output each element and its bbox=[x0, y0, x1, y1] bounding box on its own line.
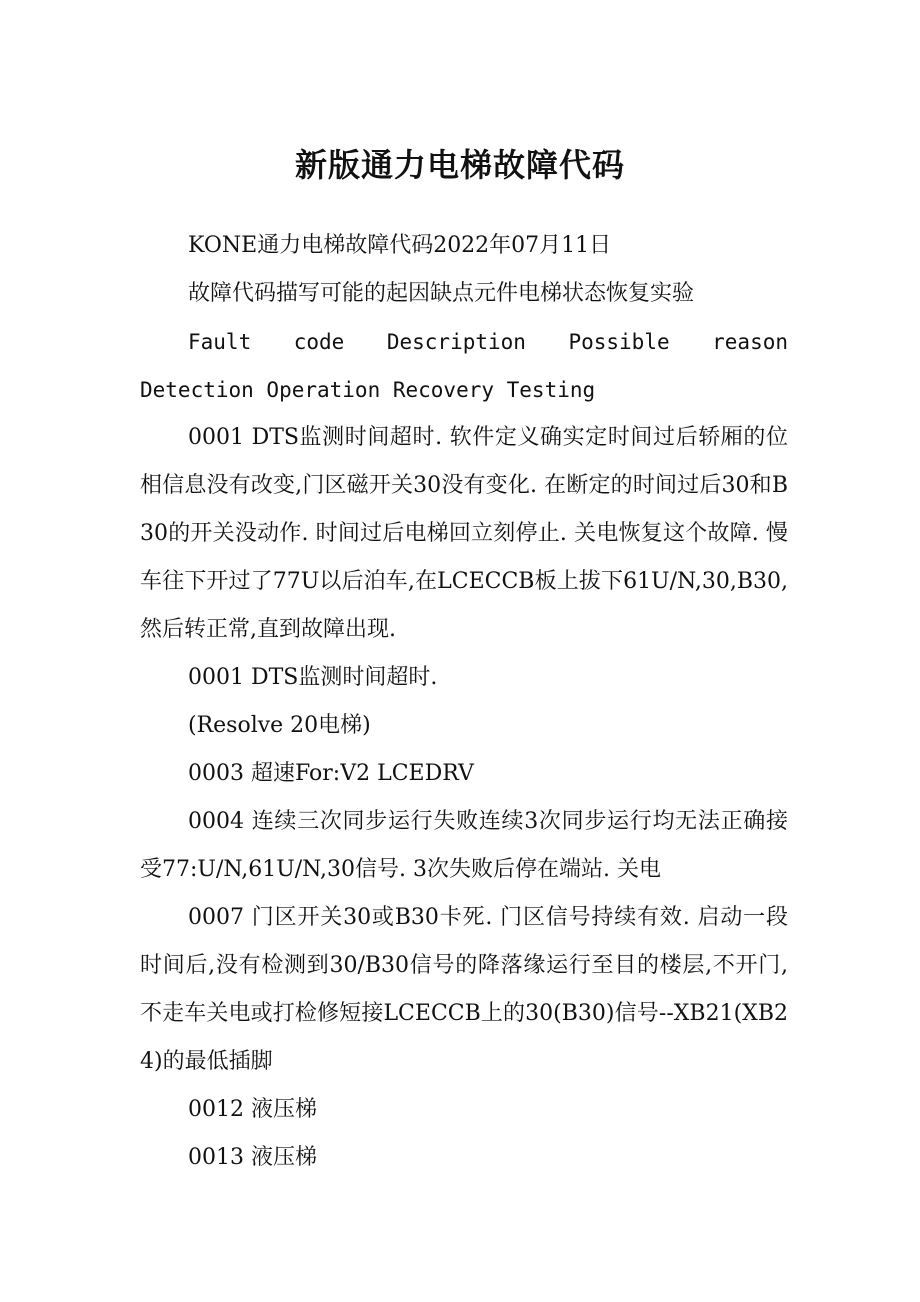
paragraph-code-0007: 0007 门区开关30或B30卡死. 门区信号持续有效. 启动一段时间后,没有检测到30/B30信号的降落缘运行至目的楼层,不开门,不走车关电或打检修短接LCECCB上的30(B30)信号--XB21(XB24)的最低插脚 bbox=[140, 905, 788, 1074]
paragraph-code-0012: 0012 液压梯 bbox=[188, 1097, 317, 1122]
paragraph-code-0001: 0001 DTS监测时间超时. bbox=[188, 665, 438, 690]
paragraph-date-line: KONE通力电梯故障代码2022年07月11日 bbox=[188, 233, 612, 258]
paragraph-resolve-note: (Resolve 20电梯) bbox=[188, 713, 371, 738]
paragraph-column-headers-en: Fault code Description Possible reason Detection Operation Recovery Testing bbox=[140, 330, 788, 402]
paragraph-column-headers-cn: 故障代码描写可能的起因缺点元件电梯状态恢复实验 bbox=[188, 281, 695, 306]
paragraph-code-0003: 0003 超速For:V2 LCEDRV bbox=[188, 761, 474, 786]
paragraph-code-0004: 0004 连续三次同步运行失败连续3次同步运行均无法正确接受77:U/N,61U/N,30信号. 3次失败后停在端站. 关电 bbox=[140, 809, 788, 882]
document-title: 新版通力电梯故障代码 bbox=[294, 146, 625, 184]
paragraph-code-0013: 0013 液压梯 bbox=[188, 1145, 317, 1170]
document-body bbox=[140, 222, 788, 1182]
paragraph-code-0001-detail: 0001 DTS监测时间超时. 软件定义确实定时间过后轿厢的位相信息没有改变,门区磁开关30没有变化. 在断定的时间过后30和B30的开关没动作. 时间过后电梯回立刻停止. 关电恢复这个故障. 慢车往下开过了77U以后泊车,在LCECCB板上拔下61U/N,30,B30,然后转正常,直到故障出现. bbox=[140, 425, 788, 642]
